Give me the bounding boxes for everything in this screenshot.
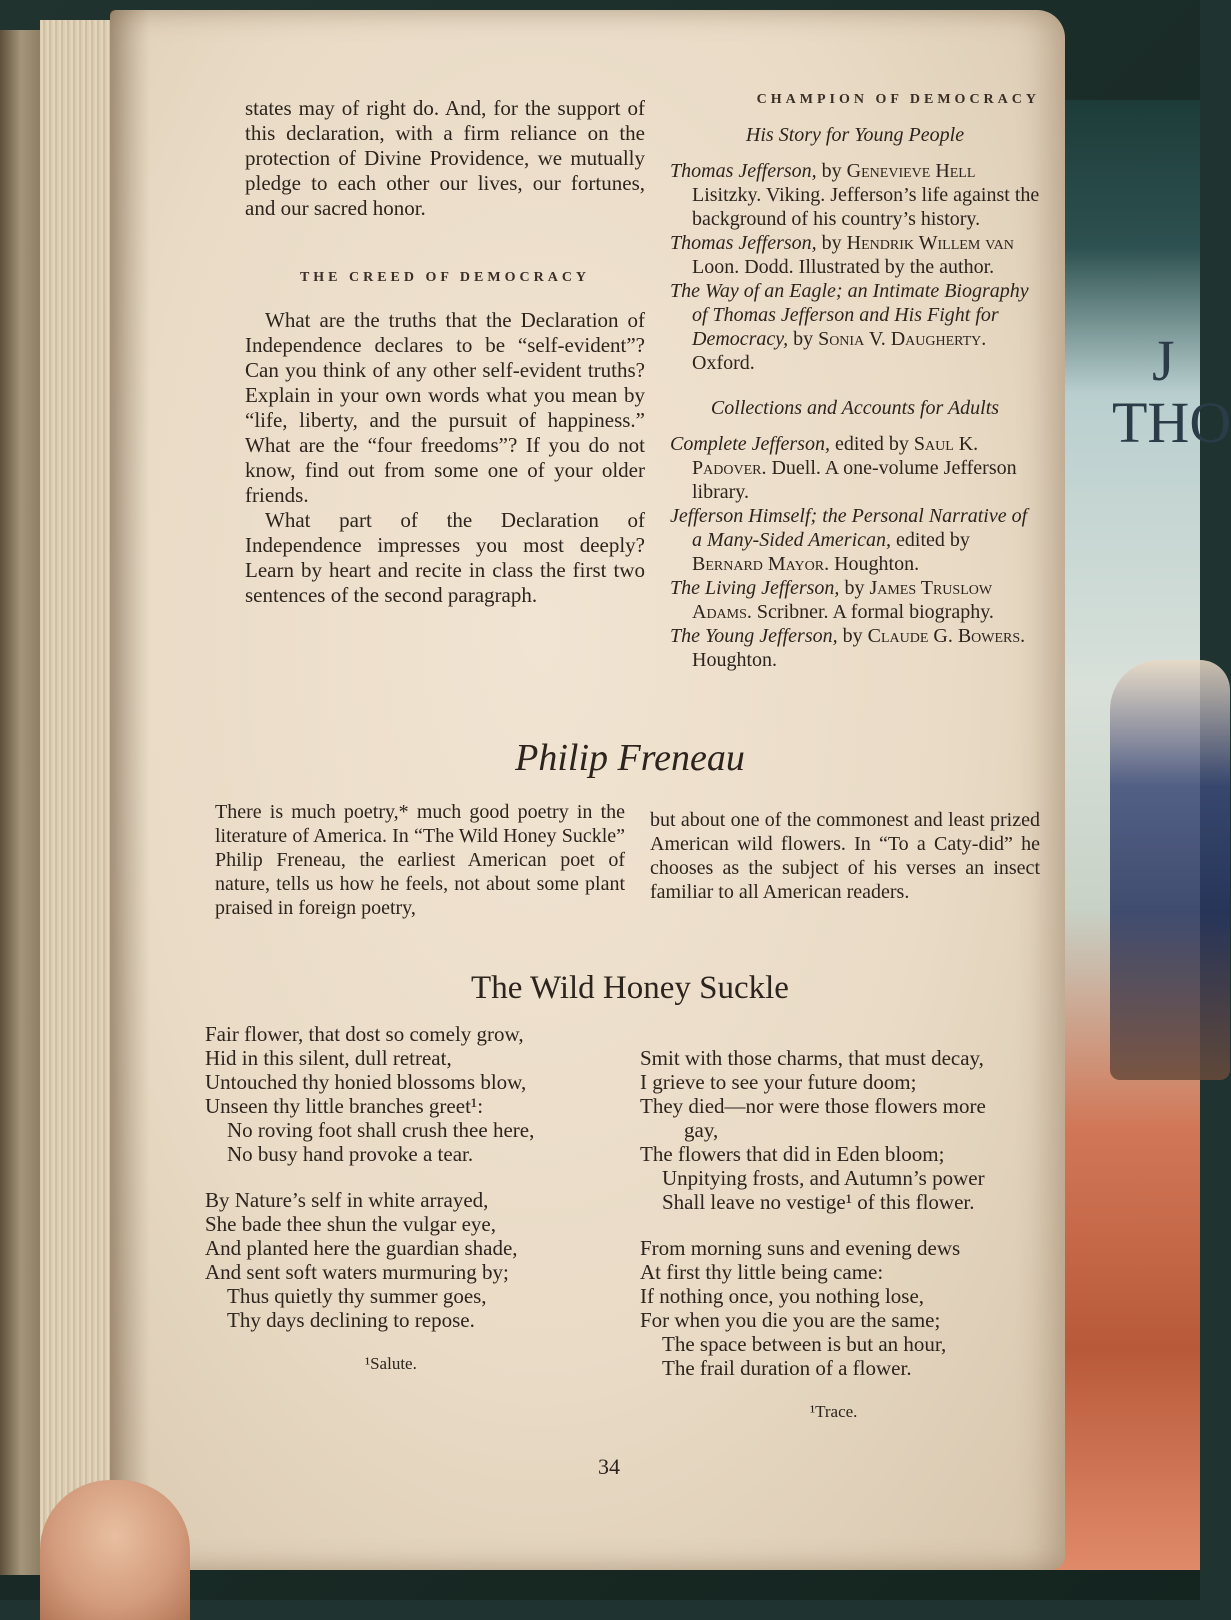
poem-line: No roving foot shall crush thee here, [227,1118,535,1142]
book-byline: by [839,577,870,599]
book-title: Thomas Jefferson, [670,232,817,254]
book-title: Complete Jefferson, [670,433,830,455]
book-entry [670,432,1040,504]
book-author: Sonia V. Daugherty. [818,328,987,350]
book-author: James Truslow Adams. [692,577,993,623]
poem-line: By Nature’s self in white arrayed, [205,1188,489,1212]
book-entry [670,159,1040,231]
young-readers-list [670,159,1040,375]
book-title: The Young Jefferson, [670,625,838,647]
poem-right-column [640,1046,1040,1422]
gutter-shadow [110,10,150,1570]
poem-line: No busy hand provoke a tear. [227,1142,474,1166]
poem-line: Thus quietly thy summer goes, [227,1284,487,1308]
adult-readers-list [670,432,1040,672]
book-details: Duell. A one-volume Jefferson library. [692,457,1017,503]
young-readers-heading: His Story for Young People [745,124,965,146]
poem-footnote-left: ¹Salute. [365,1354,417,1373]
declaration-closing: states may of right do. And, for the support of this declaration, with a firm reliance on the protection of Divine Providence, we mutually pledge to each other our lives, our fortunes, and our sacred honor. [245,96,645,220]
book-author: Claude G. Bowers. [867,625,1026,647]
poem-line: Hid in this silent, dull retreat, [205,1046,452,1070]
book-title: Jefferson Himself; the Personal Narrative of a Many-Sided American, [670,505,1028,551]
poem-stanza [205,1022,625,1166]
poem-stanza [205,1188,625,1332]
study-paragraph-2: What part of the Declaration of Independence impresses you most deeply? Learn by heart and recite in class the first two sentences of the second paragraph. [245,508,645,607]
poet-heading: Philip Freneau [515,737,745,779]
book-details: Loon. Dodd. Illustrated by the author. [692,256,995,278]
poem-line: She bade thee shun the vulgar eye, [205,1212,496,1236]
poem-left-column [205,1022,625,1374]
freneau-intro-left: There is much poetry,* much good poetry in the literature of America. In “The Wild Honey Suckle” Philip Freneau, the earliest American poet of nature, tells us how he feels, not about some plant praised in foreign poetry, [215,801,625,919]
poem-line: For when you die you are the same; [640,1308,941,1332]
poem-line: Unseen thy little branches greet¹: [205,1094,484,1118]
poem-line: If nothing once, you nothing lose, [640,1284,925,1308]
poem-line: Smit with those charms, that must decay, [640,1046,984,1070]
book-details: Houghton. [692,649,777,671]
book-byline: edited by [829,433,914,455]
poem-line: gay, [684,1118,719,1142]
section-heading: THE CREED OF DEMOCRACY [299,270,591,285]
book-details: Lisitzky. Viking. Jefferson’s life against the background of his country’s history. [692,184,1040,230]
poem-line: From morning suns and evening dews [640,1236,961,1260]
book-details: Scribner. A formal biography. [751,601,994,623]
book-author: Genevieve Hell [846,160,976,182]
book-entry [670,576,1040,624]
poem-line: The flowers that did in Eden bloom; [640,1142,945,1166]
book-entry [670,279,1040,375]
illustration-figure [1110,660,1230,1080]
book-author: Hendrik Willem van [846,232,1014,254]
running-head: CHAMPION OF DEMOCRACY [756,92,1040,107]
book-byline: by [816,160,847,182]
freneau-intro-right: but about one of the commonest and least prized American wild flowers. In “To a Caty-did” he chooses as the subject of his verses an insect familiar to all American readers. [650,809,1040,903]
book-entry [670,231,1040,279]
illustration-text: J THO [1112,328,1231,455]
book-title: The Living Jefferson, [670,577,840,599]
poem-line: At first thy little being came: [640,1260,884,1284]
book-title: Thomas Jefferson, [670,160,817,182]
poem-line: They died—nor were those flowers more [640,1094,986,1118]
book-details: Houghton. [829,553,920,575]
reader-thumb [40,1480,190,1620]
poem-stanza [640,1046,1040,1214]
poem-line: The frail duration of a flower. [662,1356,912,1380]
book-entry [670,624,1040,672]
poem-line: And sent soft waters murmuring by; [205,1260,509,1284]
poem-title: The Wild Honey Suckle [471,970,789,1006]
book-entry [670,504,1040,576]
poem-footnote-right: ¹Trace. [810,1402,858,1421]
poem-stanza [640,1236,1040,1380]
poem-line: Unpitying frosts, and Autumn’s power [662,1166,985,1190]
book-author: Bernard Mayor. [692,553,830,575]
book-details: Oxford. [692,352,755,374]
book-byline: by [837,625,868,647]
adult-readers-heading: Collections and Accounts for Adults [710,397,1000,419]
page-number: 34 [598,1454,620,1479]
poem-line: The space between is but an hour, [662,1332,947,1356]
poem-line: Thy days declining to repose. [227,1308,475,1332]
poem-line: Untouched thy honied blossoms blow, [205,1070,527,1094]
study-paragraph-1: What are the truths that the Declaration of Independence declares to be “self-evident”? Can you think of any other self-evident truths? Explain in your own words what you mean by “life, liberty, and the pursuit of happiness.” What are the “four freedoms”? If you do not know, find out from some one of your older friends. [245,308,645,507]
poem-line: I grieve to see your future doom; [640,1070,917,1094]
right-column [670,92,1040,672]
poem-line: Shall leave no vestige¹ of this flower. [662,1190,975,1214]
book-byline: by [816,232,847,254]
poem-line: And planted here the guardian shade, [205,1236,518,1260]
left-column [245,96,645,608]
book-author: Saul K. Padover. [692,433,979,479]
poem-line: Fair flower, that dost so comely grow, [205,1022,524,1046]
book-title: The Way of an Eagle; an Intimate Biography of Thomas Jefferson and His Fight for Democracy, [670,280,1029,350]
book-byline: by [788,328,819,350]
book-byline: edited by [891,529,970,551]
